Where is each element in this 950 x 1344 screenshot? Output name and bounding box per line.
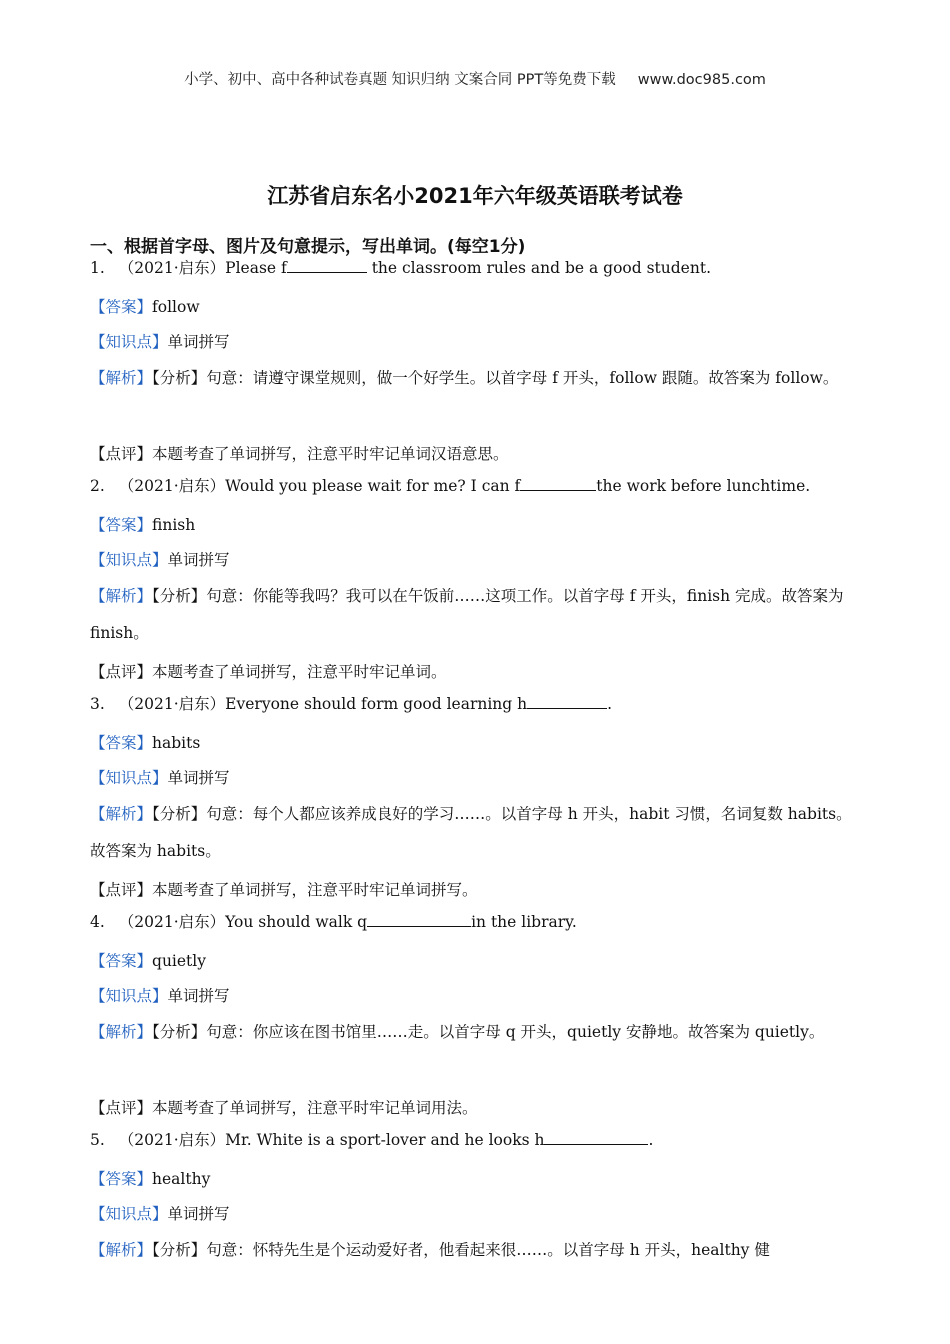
answer-label: 【答案】 xyxy=(90,1170,153,1188)
comment-text: 本题考查了单词拼写，注意平时牢记单词。 xyxy=(152,663,447,681)
question-line xyxy=(90,908,862,944)
answer-value: quietly xyxy=(152,952,206,970)
knowledge-line xyxy=(90,543,862,578)
analysis-text: 句意：你能等我吗？我可以在午饭前……这项工作。以首字母 f 开头，finish 完成。故答案为 finish。 xyxy=(90,587,844,642)
analysis-label: 【解析】 xyxy=(90,805,153,823)
question-text-after: the classroom rules and be a good student. xyxy=(366,259,711,277)
question-source: （2021·启东） xyxy=(118,913,226,931)
answer-value: healthy xyxy=(152,1170,211,1188)
answer-value: follow xyxy=(152,298,200,316)
comment-line xyxy=(90,873,862,908)
question-source: （2021·启东） xyxy=(118,1131,226,1149)
section-title: 一、根据首字母、图片及句意提示，写出单词。(每空1分) xyxy=(90,237,526,257)
question-line xyxy=(90,472,862,508)
answer-label: 【答案】 xyxy=(90,298,153,316)
answer-value: habits xyxy=(152,734,201,752)
analysis-sub-label: 【分析】 xyxy=(152,805,207,823)
analysis-label: 【解析】 xyxy=(90,369,153,387)
knowledge-label: 【知识点】 xyxy=(90,769,168,787)
question-text-after: in the library. xyxy=(471,913,577,931)
question-number: 2. xyxy=(90,477,105,495)
comment-label: 【点评】 xyxy=(90,881,153,899)
knowledge-value: 单词拼写 xyxy=(167,333,230,351)
question-item xyxy=(90,1126,862,1269)
comment-label: 【点评】 xyxy=(90,445,153,463)
question-item xyxy=(90,254,862,472)
question-text-after: . xyxy=(607,695,613,713)
analysis-text: 句意：每个人都应该养成良好的学习……。以首字母 h 开头，habit 习惯，名词复数 habits。故答案为 habits。 xyxy=(90,805,852,860)
knowledge-value: 单词拼写 xyxy=(167,769,230,787)
question-text-after: the work before lunchtime. xyxy=(596,477,811,495)
comment-text: 本题考查了单词拼写，注意平时牢记单词用法。 xyxy=(152,1099,478,1117)
question-line xyxy=(90,690,862,726)
question-source: （2021·启东） xyxy=(118,477,226,495)
answer-line xyxy=(90,944,862,979)
analysis-text: 句意：怀特先生是个运动爱好者，他看起来很……。以首字母 h 开头，healthy 健 xyxy=(206,1241,770,1259)
analysis-label: 【解析】 xyxy=(90,587,153,605)
analysis-sub-label: 【分析】 xyxy=(152,369,207,387)
question-number: 5. xyxy=(90,1131,105,1149)
comment-label: 【点评】 xyxy=(90,1099,153,1117)
question-text-before: Would you please wait for me? I can f xyxy=(225,477,521,495)
analysis-label: 【解析】 xyxy=(90,1023,153,1041)
answer-line xyxy=(90,726,862,761)
header-text: 小学、初中、高中各种试卷真题 知识归纳 文案合同 PPT等免费下载 xyxy=(184,72,616,88)
answer-label: 【答案】 xyxy=(90,734,153,752)
comment-line xyxy=(90,437,862,472)
knowledge-line xyxy=(90,761,862,796)
knowledge-value: 单词拼写 xyxy=(167,987,230,1005)
question-source: （2021·启东） xyxy=(118,259,226,277)
knowledge-label: 【知识点】 xyxy=(90,1205,168,1223)
comment-line xyxy=(90,1091,862,1126)
answer-line xyxy=(90,1162,862,1197)
answer-blank xyxy=(520,473,596,491)
answer-line xyxy=(90,508,862,543)
question-text-after: . xyxy=(648,1131,654,1149)
analysis-sub-label: 【分析】 xyxy=(152,1023,207,1041)
question-item xyxy=(90,908,862,1126)
header-site-link[interactable]: www.doc985.com xyxy=(637,72,766,88)
knowledge-value: 单词拼写 xyxy=(167,551,230,569)
question-item xyxy=(90,690,862,908)
knowledge-line xyxy=(90,979,862,1014)
analysis-text: 句意：你应该在图书馆里……走。以首字母 q 开头，quietly 安静地。故答案为 quietly。 xyxy=(206,1023,825,1041)
knowledge-label: 【知识点】 xyxy=(90,333,168,351)
answer-label: 【答案】 xyxy=(90,952,153,970)
comment-line xyxy=(90,655,862,690)
knowledge-line xyxy=(90,1197,862,1232)
answer-blank xyxy=(367,909,471,927)
analysis-line xyxy=(90,360,862,434)
analysis-line xyxy=(90,1232,862,1269)
analysis-label: 【解析】 xyxy=(90,1241,153,1259)
analysis-sub-label: 【分析】 xyxy=(152,587,207,605)
analysis-line xyxy=(90,578,862,652)
question-text-before: You should walk q xyxy=(225,913,368,931)
page-header xyxy=(0,68,950,89)
question-line xyxy=(90,1126,862,1162)
comment-text: 本题考查了单词拼写，注意平时牢记单词汉语意思。 xyxy=(152,445,509,463)
question-number: 4. xyxy=(90,913,105,931)
knowledge-line xyxy=(90,325,862,360)
page-title: 江苏省启东名小2021年六年级英语联考试卷 xyxy=(267,184,683,208)
knowledge-value: 单词拼写 xyxy=(167,1205,230,1223)
answer-blank xyxy=(527,691,607,709)
analysis-line xyxy=(90,1014,862,1088)
answer-blank xyxy=(287,255,367,273)
comment-label: 【点评】 xyxy=(90,663,153,681)
analysis-text: 句意：请遵守课堂规则，做一个好学生。以首字母 f 开头，follow 跟随。故答案为 follow。 xyxy=(206,369,839,387)
answer-blank xyxy=(544,1127,648,1145)
question-source: （2021·启东） xyxy=(118,695,226,713)
question-list xyxy=(90,254,862,1272)
answer-value: finish xyxy=(152,516,196,534)
question-text-before: Everyone should form good learning h xyxy=(225,695,528,713)
knowledge-label: 【知识点】 xyxy=(90,551,168,569)
answer-label: 【答案】 xyxy=(90,516,153,534)
knowledge-label: 【知识点】 xyxy=(90,987,168,1005)
answer-line xyxy=(90,290,862,325)
question-line xyxy=(90,254,862,290)
question-text-before: Please f xyxy=(225,259,287,277)
question-number: 1. xyxy=(90,259,105,277)
question-text-before: Mr. White is a sport-lover and he looks h xyxy=(225,1131,545,1149)
analysis-line xyxy=(90,796,862,870)
question-number: 3. xyxy=(90,695,105,713)
comment-text: 本题考查了单词拼写，注意平时牢记单词拼写。 xyxy=(152,881,478,899)
question-item xyxy=(90,472,862,690)
analysis-sub-label: 【分析】 xyxy=(152,1241,207,1259)
